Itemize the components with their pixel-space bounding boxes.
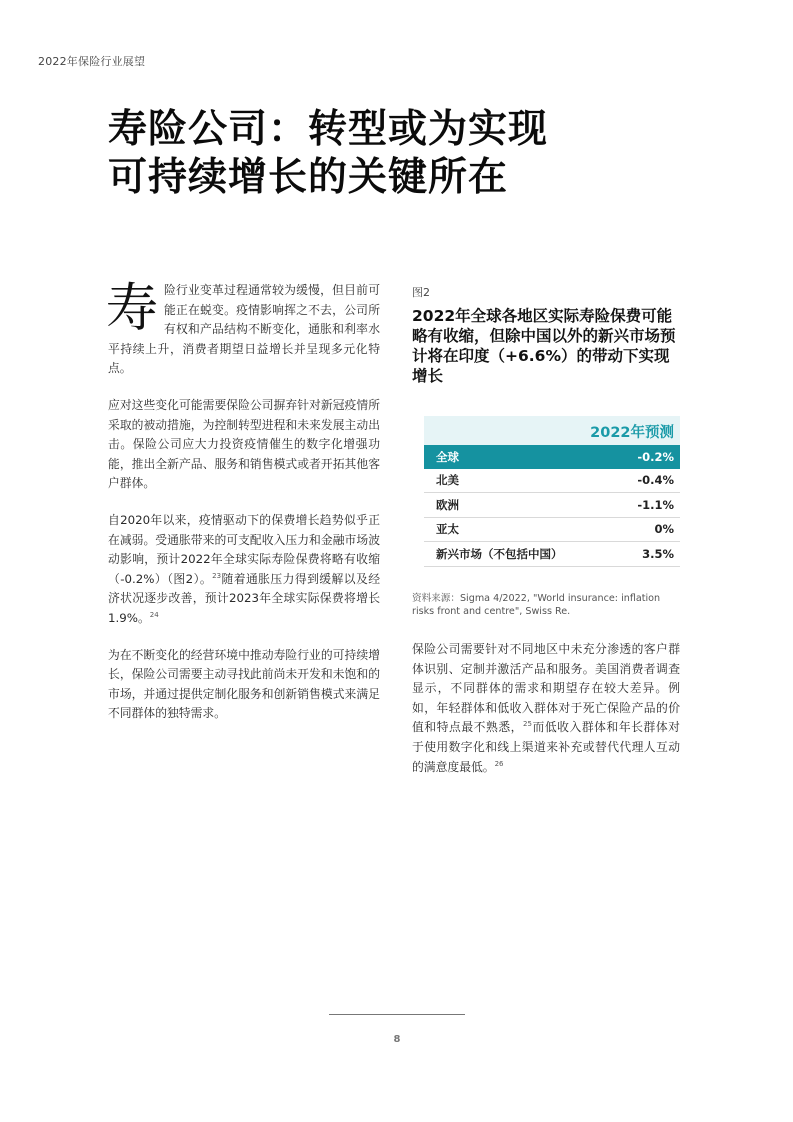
paragraph-3-text-a: 自2020年以来，疫情驱动下的保费增长趋势似乎正在减弱。受通胀带来的可支配收入压力和金融市场波动影响，预计2022年全球实际寿险保费将略有收缩（-0.2%）（图2）。 bbox=[108, 512, 380, 586]
paragraph-1-text: 险行业变革过程通常较为缓慢，但目前可能正在蜕变。疫情影响挥之不去，公司所有权和产品结构不断变化，通胀和利率水平持续上升，消费者期望日益增长并呈现多元化特点。 bbox=[108, 283, 380, 376]
header-label: 2022年保险行业展望 bbox=[38, 55, 146, 68]
right-column-text bbox=[412, 640, 680, 777]
footnote-ref-23[interactable]: 23 bbox=[212, 571, 222, 580]
paragraph-2: 应对这些变化可能需要保险公司摒弃针对新冠疫情所采取的被动措施，为控制转型进程和未来发展主动出击。保险公司应大力投资疫情催生的数字化增强功能，推出全新产品、服务和销售模式或者开拓其他客户群体。 bbox=[108, 397, 380, 491]
footnote-ref-24[interactable]: 24 bbox=[149, 610, 159, 619]
table-row-north-america bbox=[424, 469, 680, 494]
paragraph-3-text-b: 随着通胀压力得到缓解以及经济状况逐步改善，预计2023年全球实际保费将增长1.9%。 bbox=[108, 571, 380, 625]
right-paragraph bbox=[412, 640, 680, 777]
table-cell-value: 0% bbox=[654, 522, 674, 537]
figure-2 bbox=[412, 284, 680, 618]
paragraph-1 bbox=[108, 281, 380, 379]
table-cell-value: -0.2% bbox=[637, 449, 674, 464]
table-row-global bbox=[424, 445, 680, 469]
table-row-europe bbox=[424, 493, 680, 518]
table-row-emerging-markets bbox=[424, 542, 680, 567]
figure-title: 2022年全球各地区实际寿险保费可能略有收缩，但除中国以外的新兴市场预计将在印度（+6.6%）的带动下实现增长 bbox=[412, 307, 676, 385]
left-column bbox=[108, 281, 380, 741]
table-cell-region: 亚太 bbox=[436, 522, 459, 537]
table-header: 2022年预测 bbox=[424, 416, 680, 445]
table-cell-region: 全球 bbox=[436, 449, 459, 464]
page-number: 8 bbox=[393, 1034, 401, 1045]
footnote-ref-25[interactable]: 25 bbox=[523, 720, 532, 729]
table-row-asia-pacific bbox=[424, 518, 680, 543]
footnote-ref-26[interactable]: 26 bbox=[494, 759, 504, 768]
figure-label: 图2 bbox=[412, 286, 430, 299]
paragraph-3 bbox=[108, 511, 380, 629]
right-paragraph-text-b: 而低收入群体和年长群体对于使用数字化和线上渠道来补充或替代代理人互动的满意度最低。 bbox=[412, 720, 680, 774]
table-cell-region: 北美 bbox=[436, 473, 459, 488]
page-title bbox=[108, 106, 668, 202]
table-cell-value: -0.4% bbox=[637, 473, 674, 488]
right-paragraph-text-a: 保险公司需要针对不同地区中未充分渗透的客户群体识别、定制并激活产品和服务。美国消费者调查显示，不同群体的需求和期望存在较大差异。例如，年轻群体和低收入群体对于死亡保险产品的价值和特点最不熟悉， bbox=[412, 642, 680, 735]
footer-divider bbox=[329, 1014, 465, 1015]
table-cell-region: 新兴市场（不包括中国） bbox=[436, 546, 563, 561]
page-title-line-2: 可持续增长的关键所在 bbox=[108, 155, 509, 200]
table-cell-value: 3.5% bbox=[642, 546, 674, 561]
table-cell-value: -1.1% bbox=[637, 497, 674, 512]
table-cell-region: 欧洲 bbox=[436, 497, 459, 512]
figure-source: 资料来源：Sigma 4/2022, "World insurance: inflation risks front and centre", Swiss Re. bbox=[412, 592, 661, 617]
page-title-line-1: 寿险公司：转型或为实现 bbox=[108, 107, 549, 152]
paragraph-4: 为在不断变化的经营环境中推动寿险行业的可持续增长，保险公司需要主动寻找此前尚未开发和未饱和的市场，并通过提供定制化服务和创新销售模式来满足不同群体的独特需求。 bbox=[108, 647, 380, 721]
forecast-table bbox=[424, 416, 680, 567]
dropcap: 寿 bbox=[106, 279, 159, 339]
